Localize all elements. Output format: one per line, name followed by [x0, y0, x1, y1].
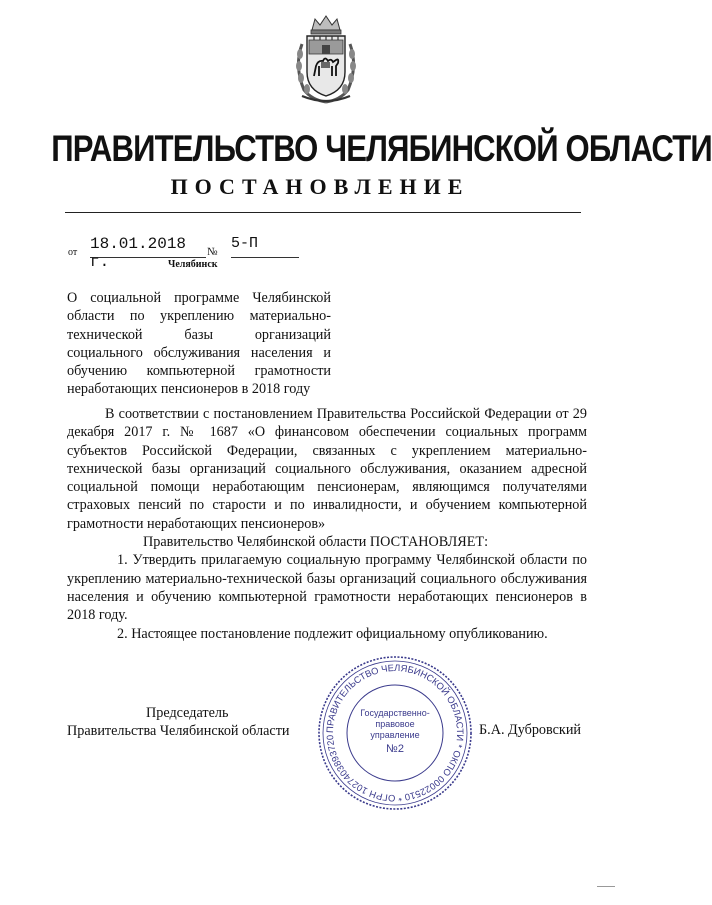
- signatory-title: [67, 704, 307, 741]
- header-divider: [65, 212, 581, 213]
- coat-of-arms-emblem: [292, 14, 360, 106]
- number-label: №: [207, 246, 218, 258]
- document-subject: [67, 289, 331, 399]
- document-type: ПОСТАНОВЛЕНИЕ: [170, 174, 470, 199]
- subject-line: области по укреплению материально-: [67, 308, 331, 325]
- subject-line: обучению компьютерной грамотности: [67, 363, 331, 380]
- document-number: 5-П: [231, 235, 299, 258]
- signatory-title-line-1: Председатель: [146, 705, 229, 721]
- document-date: 18.01.2018 г.: [90, 235, 206, 258]
- seal-center-line-4: №2: [386, 743, 404, 755]
- official-seal: [312, 650, 478, 816]
- decree-paragraph: Правительство Челябинской области ПОСТАНОВЛЯЕТ:: [143, 534, 489, 551]
- item-1-paragraph: 1. Утвердить прилагаемую социальную программу Челябинской области по укреплению материально-технической базы организаций социального обслуживания населения и обучению компьютерной грамотности неработающих пенсионеров в 2018 году.: [67, 552, 587, 624]
- preamble-paragraph: В соответствии с постановлением Правительства Российской Федерации от 29 декабря 2017 г. № 1687 «О финансовом обеспечении социальных программ субъектов Российской Федерации, связанных с укреплением материально-технической базы организаций социального обслуживания, оказанием адресной социальной помощи неработающим пенсионерам, являющимся получателями страховых пенсий по старости и по инвалидности, и обучением компьютерной грамотности неработающих пенсионеров»: [67, 406, 587, 532]
- scan-artifact: [597, 886, 615, 887]
- subject-line: социального обслуживания населения и: [67, 344, 331, 361]
- seal-center-line-2: правовое: [375, 719, 415, 729]
- seal-ring-text: ПРАВИТЕЛЬСТВО ЧЕЛЯБИНСКОЙ ОБЛАСТИ * ОКПО 00022510 * ОГРН 1027403893720: [323, 661, 467, 805]
- place-of-issue: Челябинск: [168, 259, 218, 270]
- document-body: [67, 405, 587, 643]
- government-title: ПРАВИТЕЛЬСТВО ЧЕЛЯБИНСКОЙ ОБЛАСТИ: [51, 128, 712, 169]
- date-label: от: [68, 247, 78, 258]
- subject-line: О социальной программе Челябинской: [67, 290, 331, 306]
- subject-line: технической базы организаций: [67, 326, 331, 343]
- signatory-name: Б.А. Дубровский: [479, 722, 582, 738]
- item-2-paragraph: 2. Настоящее постановление подлежит официальному опубликованию.: [117, 625, 548, 642]
- seal-center-line-3: управление: [370, 730, 420, 740]
- signatory-title-line-2: Правительства Челябинской области: [67, 723, 290, 740]
- seal-center-line-1: Государственно-: [360, 708, 430, 718]
- subject-line: неработающих пенсионеров в 2018 году: [67, 381, 311, 398]
